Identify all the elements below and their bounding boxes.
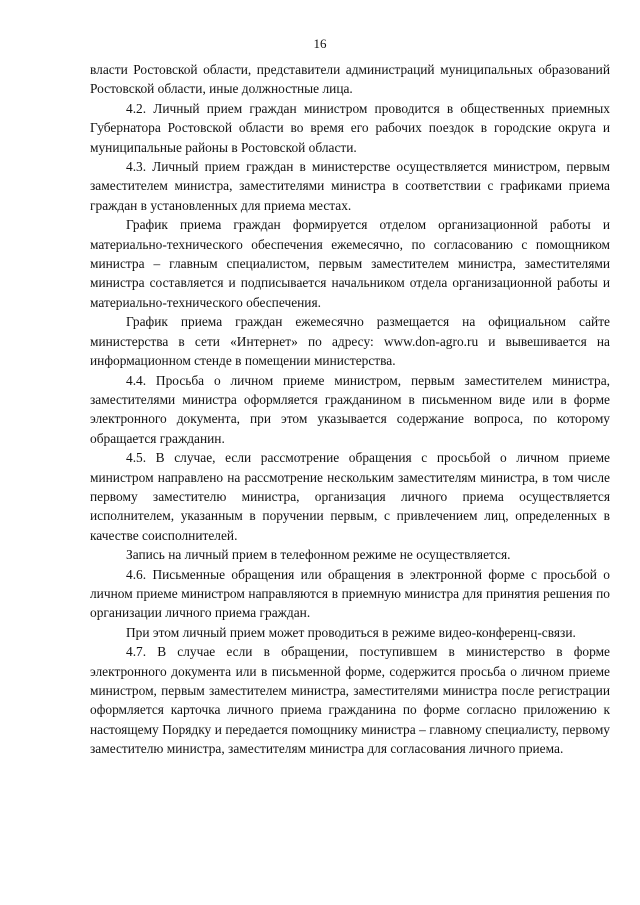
page-number: 16 bbox=[313, 36, 327, 51]
paragraph-4-2: 4.2. Личный прием граждан министром проводится в общественных приемных Губернатора Ростовской области во время его рабочих поездок в городские округа и муниципальные районы в Ростовской области. bbox=[90, 100, 610, 155]
paragraph-video-conference: При этом личный прием может проводиться в режиме видео-конференц-связи. bbox=[126, 624, 576, 640]
paragraph-schedule-formation: График приема граждан формируется отделом организационной работы и материально-технического обеспечения ежемесячно, по согласованию с помощником министра – главным специалистом, первым заместителем министра, заместителями министра составляется и подписывается начальником отдела организационной работы и материально-технического обеспечения. bbox=[90, 217, 610, 310]
document-body bbox=[90, 60, 610, 759]
paragraph-4-5: 4.5. В случае, если рассмотрение обращения с просьбой о личном приеме министром направлено на рассмотрение нескольким заместителям министра, в том числе первому заместителю министра, организация личного приема осуществляется исполнителем, указанным в поручении первым, с привлечением лиц, определенных в качестве соисполнителей. bbox=[90, 450, 610, 543]
paragraph-4-4: 4.4. Просьба о личном приеме министром, первым заместителем министра, заместителями министра оформляется гражданином в письменном виде или в форме электронного документа, при этом указывается содержание вопроса, по которому обращается гражданин. bbox=[90, 372, 610, 446]
paragraph-phone-booking: Запись на личный прием в телефонном режиме не осуществляется. bbox=[126, 547, 511, 563]
paragraph-4-7: 4.7. В случае если в обращении, поступившем в министерство в форме электронного документа или в письменной форме, содержится просьба о личном приеме министром, первым заместителем министра, заместителями министра после регистрации оформляется карточка личного приема гражданина по форме согласно приложению к настоящему Порядку и передается помощнику министра – главному специалисту, первому заместителю министра, заместителям министра для согласования личного приема. bbox=[90, 644, 610, 757]
paragraph-4-3: 4.3. Личный прием граждан в министерстве осуществляется министром, первым заместителем министра, заместителями министра в соответствии с графиками приема граждан в установленных для приема местах. bbox=[90, 159, 610, 213]
paragraph-4-6: 4.6. Письменные обращения или обращения в электронной форме с просьбой о личном приеме министром направляются в приемную министра для принятия решения по организации личного приема граждан. bbox=[90, 566, 610, 621]
paragraph-schedule-publication: График приема граждан ежемесячно размещается на официальном сайте министерства в сети «Интернет» по адресу: www.don-agro.ru и вывешивается на информационном стенде в помещении министерства. bbox=[90, 314, 610, 369]
paragraph-continuation: власти Ростовской области, представители администраций муниципальных образований Ростовской области, иные должностные лица. bbox=[90, 62, 610, 97]
